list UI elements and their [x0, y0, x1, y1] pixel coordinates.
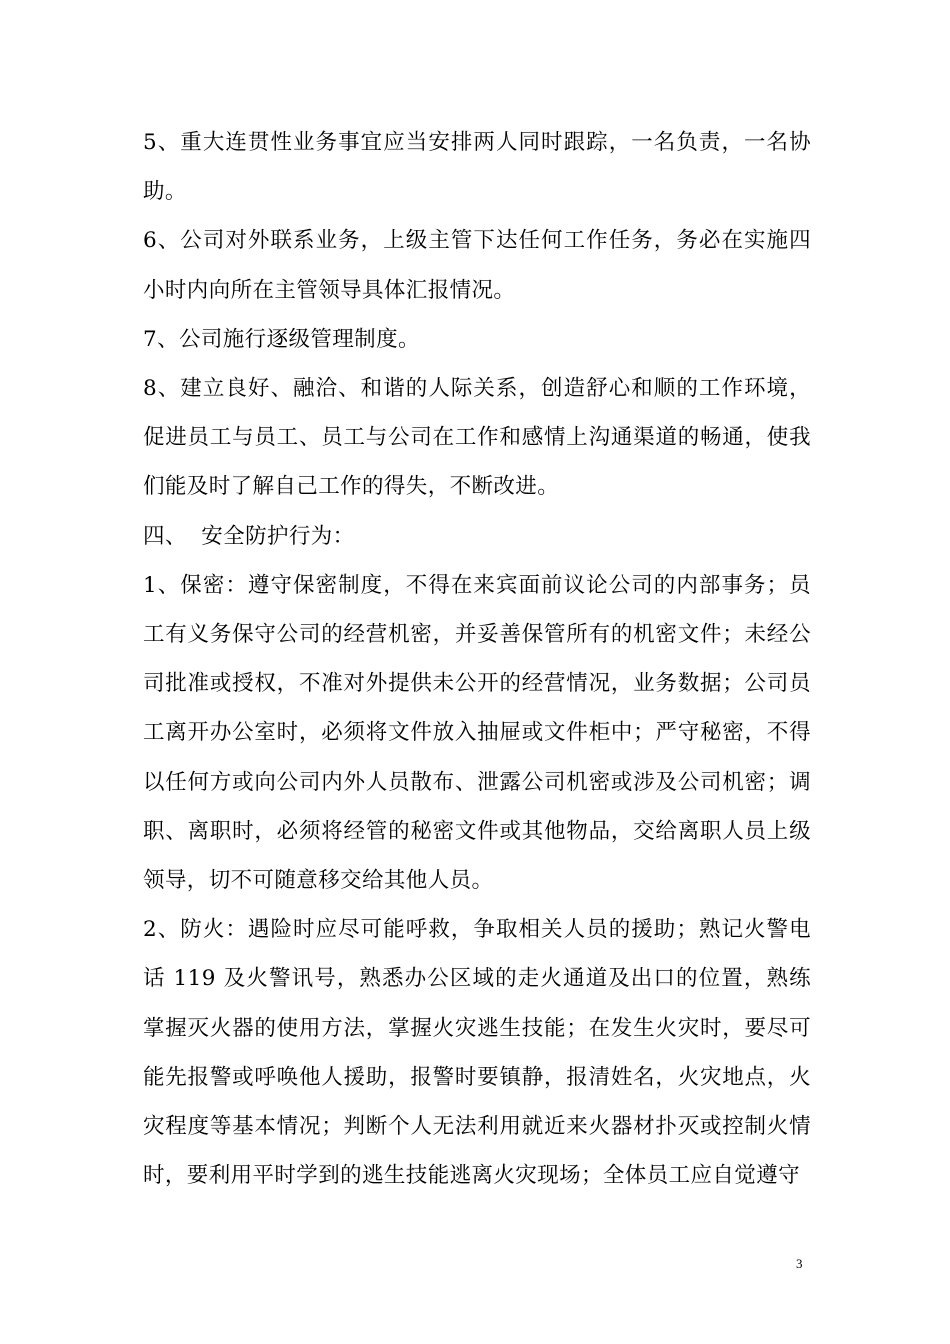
paragraph-item-6: 6、公司对外联系业务，上级主管下达任何工作任务，务必在实施四小时内向所在主管领导具体汇报情况。	[143, 228, 811, 303]
paragraph-item-5: 5、重大连贯性业务事宜应当安排两人同时跟踪，一名负责，一名协助。	[143, 130, 811, 205]
document-body	[143, 118, 811, 1200]
paragraph-fire-prevention: 2、防火：遇险时应尽可能呼救，争取相关人员的援助；熟记火警电话 119 及火警讯号，熟悉办公区域的走火通道及出口的位置，熟练掌握灭火器的使用方法，掌握火灾逃生技能；在发生火灾时，要尽可能先报警或呼唤他人援助，报警时要镇静，报清姓名，火灾地点，火灾程度等基本情况；判断个人无法利用就近来火器材扑灭或控制火情时，要利用平时学到的逃生技能逃离火灾现场；全体员工应自觉遵守	[143, 917, 811, 1189]
section-heading-safety: 四、 安全防护行为：	[143, 523, 355, 549]
page-number: 3	[796, 1256, 803, 1271]
paragraph-item-7: 7、公司施行逐级管理制度。	[143, 326, 420, 352]
paragraph-confidentiality: 1、保密：遵守保密制度，不得在来宾面前议论公司的内部事务；员工有义务保守公司的经营机密，并妥善保管所有的机密文件；未经公司批准或授权，不准对外提供未公开的经营情况，业务数据；公司员工离开办公室时，必须将文件放入抽屉或文件柜中；严守秘密，不得以任何方或向公司内外人员散布、泄露公司机密或涉及公司机密；调职、离职时，必须将经管的秘密文件或其他物品，交给离职人员上级领导，切不可随意移交给其他人员。	[143, 572, 811, 894]
paragraph-item-8: 8、建立良好、融洽、和谐的人际关系，创造舒心和顺的工作环境，促进员工与员工、员工与公司在工作和感情上沟通渠道的畅通，使我们能及时了解自己工作的得失，不断改进。	[143, 376, 811, 500]
